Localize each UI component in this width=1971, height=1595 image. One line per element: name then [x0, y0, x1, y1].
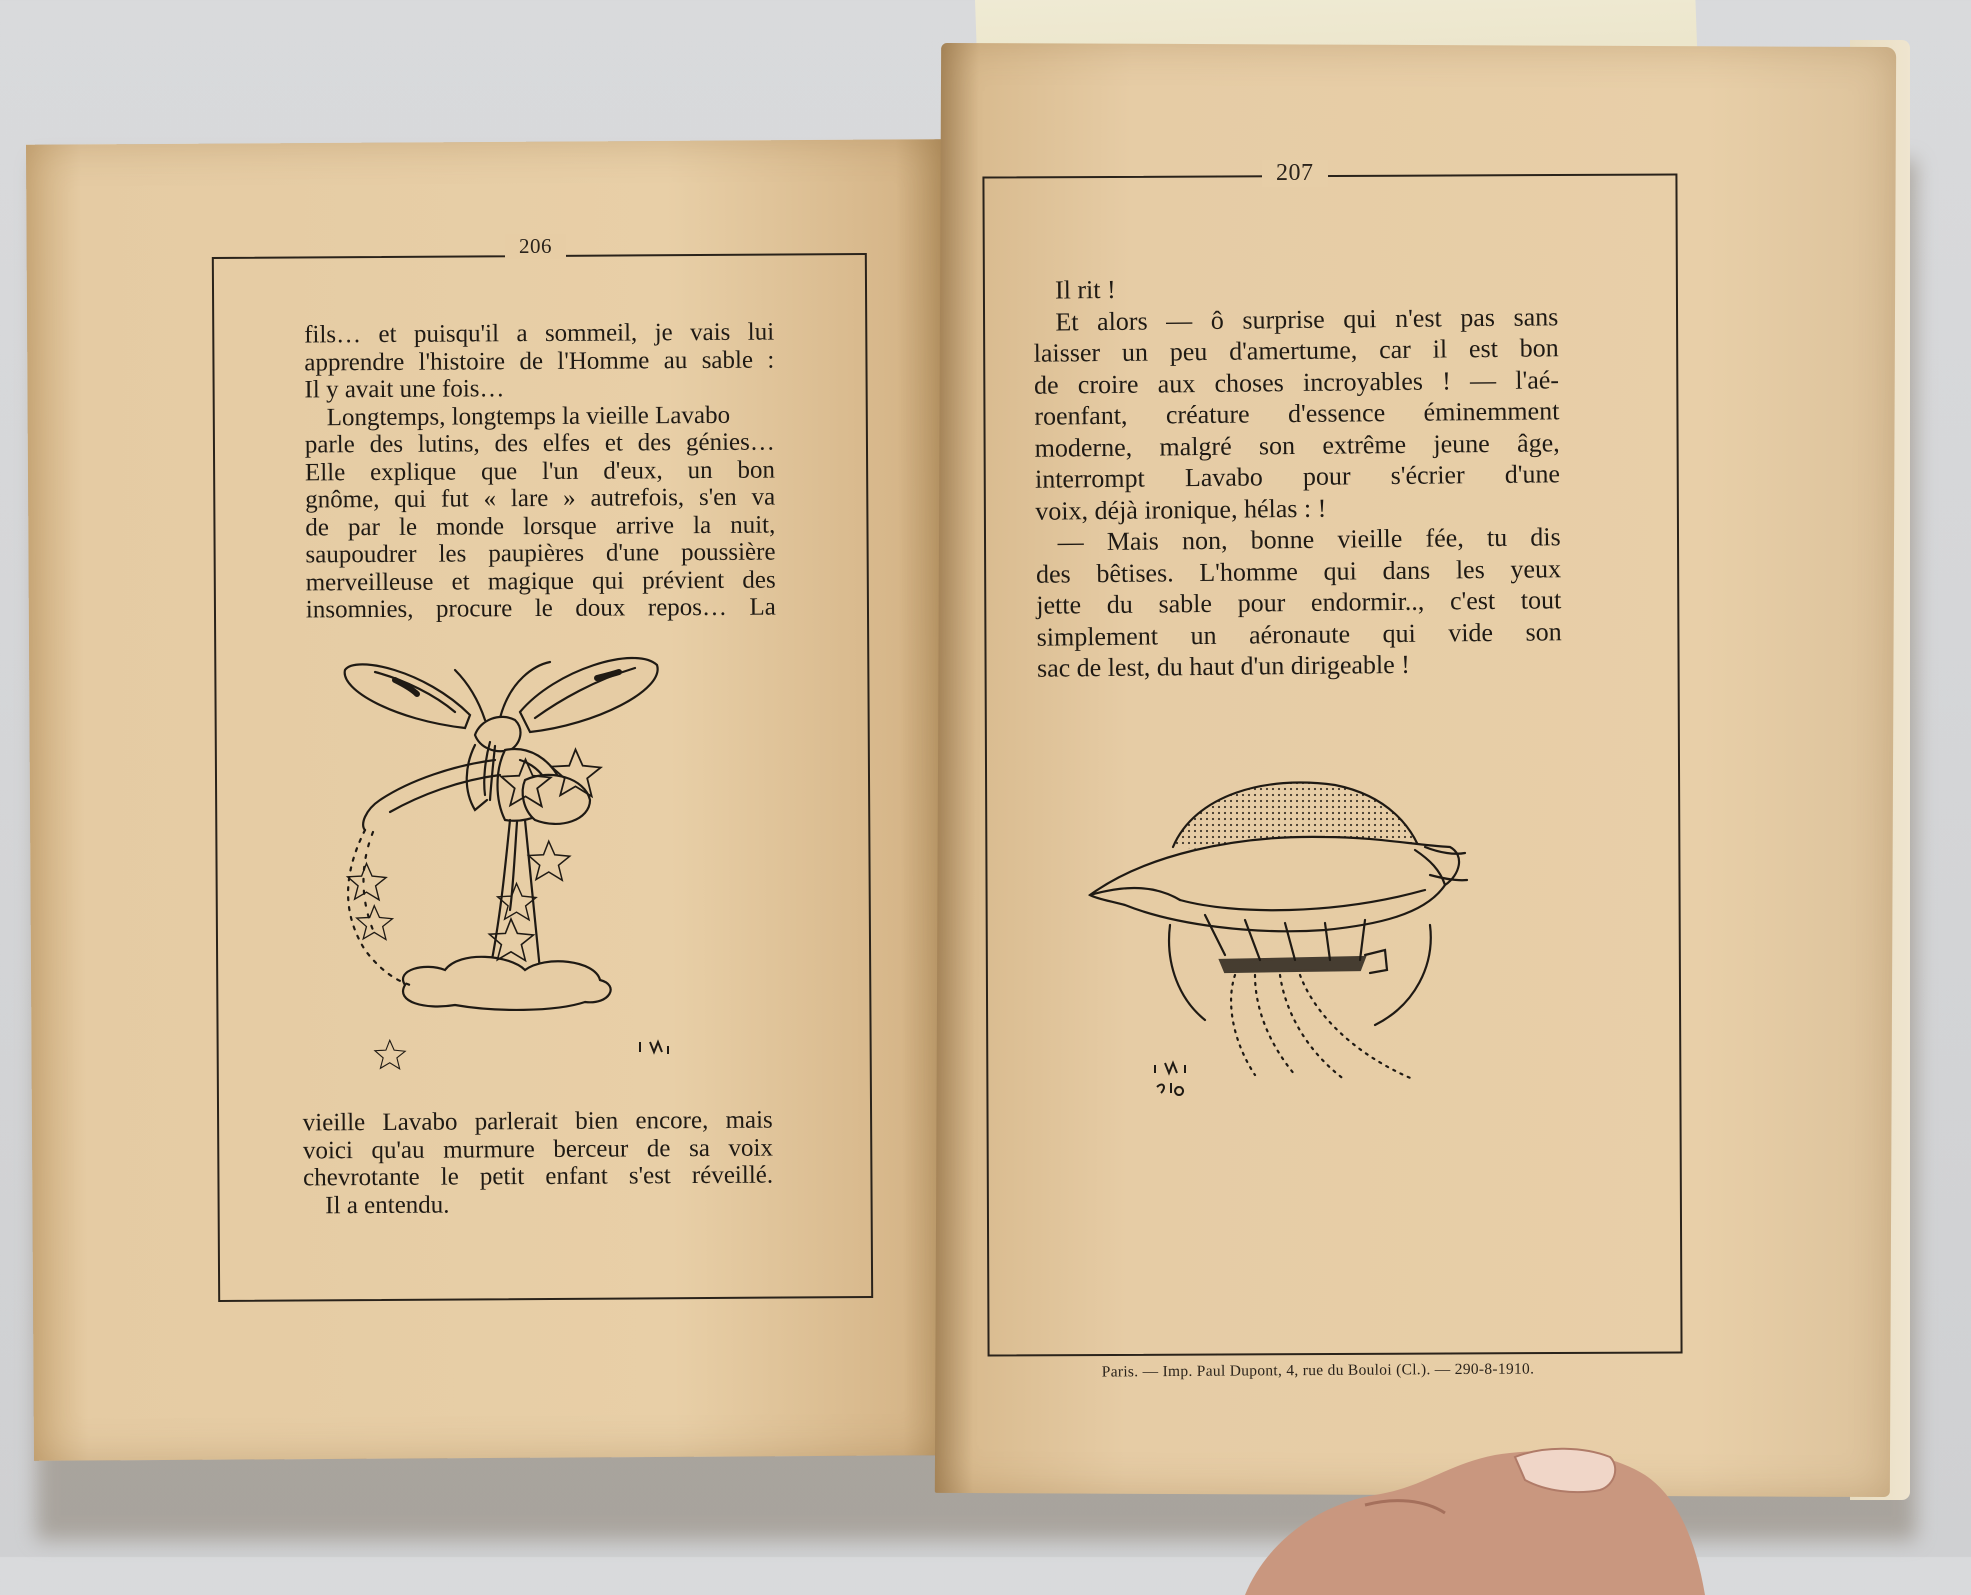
left-page-number: 206: [505, 234, 566, 259]
text-line: interrompt Lavabo pour s'écrier d'une: [1034, 459, 1561, 494]
text-line: saupoudrer les paupières d'une poussière: [305, 538, 776, 569]
dirigeable-airship-illustration: [1085, 775, 1515, 1105]
text-line: insomnies, procure le doux repos… La: [305, 593, 776, 624]
text-line: Il a entendu.: [325, 1191, 450, 1219]
text-line: Il y avait une fois…: [304, 375, 505, 404]
left-page-text-bottom: [303, 1107, 774, 1220]
illustration-signature: [640, 1042, 668, 1054]
text-line: des bêtises. L'homme qui dans les yeux: [1035, 553, 1562, 589]
text-line: Il rit !: [1054, 274, 1116, 305]
text-line: de par le monde lorsque arrive la nuit,: [305, 511, 776, 541]
winged-gnome-sandman-illustration: [335, 650, 705, 1070]
text-line: fils… et puisqu'il a sommeil, je vais lui: [304, 318, 775, 349]
text-line: gnôme, qui fut « lare » autrefois, s'en va: [305, 483, 776, 514]
text-line: voix, déjà ironique, hélas : !: [1035, 493, 1327, 526]
text-line: chevrotante le petit enfant s'est réveillé.: [303, 1161, 774, 1192]
illustration-signature: [1155, 1063, 1185, 1095]
thumb: [1245, 1395, 1785, 1595]
right-page-text: [1033, 269, 1562, 684]
text-line: apprendre l'histoire de l'Homme au sable :: [304, 346, 775, 376]
text-line: voici qu'au murmure berceur de sa voix: [302, 1134, 773, 1164]
printer-imprint: Paris. — Imp. Paul Dupont, 4, rue du Bouloi (Cl.). — 290-8-1910.: [1101, 1360, 1535, 1381]
right-page-number: 207: [1262, 160, 1328, 187]
text-line: simplement un aéronaute qui vide son: [1036, 616, 1562, 652]
text-line: jette du sable pour endormir.., c'est tout: [1036, 585, 1562, 620]
text-line: de croire aux choses incroyables ! — l'aé-: [1033, 364, 1560, 400]
text-line: merveilleuse et magique qui prévient des: [305, 566, 776, 596]
text-line: roenfant, créature d'essence éminemment: [1034, 396, 1560, 431]
text-line: vieille Lavabo parlerait bien encore, mais: [302, 1106, 773, 1137]
text-line: Elle explique que l'un d'eux, un bon: [304, 456, 776, 486]
text-line: laisser un peu d'amertume, car il est bon: [1033, 333, 1559, 368]
text-line: Longtemps, longtemps la vieille Lavabo: [326, 401, 731, 431]
text-line: — Mais non, bonne vieille fée, tu dis: [1057, 522, 1561, 557]
text-line: sac de lest, du haut d'un dirigeable !: [1036, 649, 1411, 683]
left-page-text-top: [304, 319, 776, 624]
text-line: Et alors — ô surprise qui n'est pas sans: [1055, 301, 1559, 337]
text-line: parle des lutins, des elfes et des génies…: [304, 428, 775, 459]
text-line: moderne, malgré son extrême jeune âge,: [1034, 427, 1560, 463]
